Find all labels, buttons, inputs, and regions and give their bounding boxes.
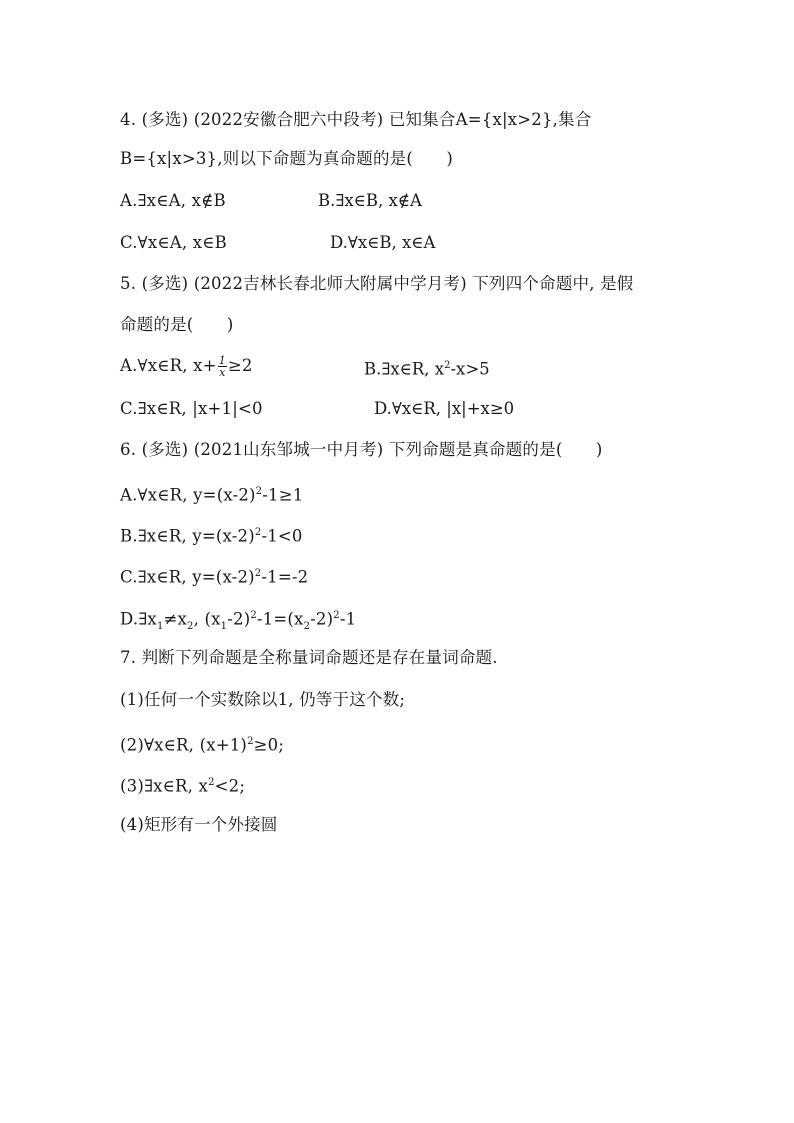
q6-option-d-part: -1	[339, 609, 357, 629]
q6-option-b	[120, 521, 303, 549]
q5-option-a-prefix: A.∀x∈R, x+	[120, 356, 217, 375]
q6-option-a-suffix: -1≥1	[262, 485, 304, 505]
q6-option-d-part: ≠x	[163, 609, 188, 629]
q7-item-2	[120, 730, 284, 758]
q6-option-a-exponent: 2	[255, 486, 263, 497]
q5-option-a	[120, 354, 253, 378]
q7-item-1: (1)任何一个实数除以1, 仍等于这个数;	[120, 690, 406, 709]
q5-option-b	[364, 354, 490, 382]
q7-item-4: (4)矩形有一个外接圆	[120, 815, 278, 834]
q7-stem: 7. 判断下列命题是全称量词命题还是存在量词命题.	[120, 648, 498, 667]
q6-option-b-exponent: 2	[254, 527, 262, 538]
q7-item-2-exponent: 2	[247, 736, 254, 747]
q6-option-d-subscript: 2	[187, 620, 194, 632]
q7-item-3-exponent: 2	[208, 777, 215, 788]
q6-option-d-exponent: 2	[333, 610, 340, 621]
q4-option-a: A.∃x∈A, x∉B	[120, 191, 226, 210]
q7-item-2-prefix: (2)∀x∈R, (x+1)	[120, 735, 248, 755]
q6-option-d-subscript: 2	[303, 620, 311, 632]
q6-option-d-subscript: 1	[220, 620, 228, 632]
q4-option-d: D.∀x∈B, x∈A	[330, 233, 436, 252]
q4-stem-line1: 4. (多选) (2022安徽合肥六中段考) 已知集合A={x|x>2},集合	[120, 110, 592, 129]
q5-option-b-prefix: B.∃x∈R, x	[364, 359, 445, 379]
q6-option-d-part: -2)	[310, 609, 334, 629]
q6-option-b-suffix: -1<0	[261, 526, 303, 546]
fraction-denominator: x	[219, 366, 226, 379]
q5-stem-line1: 5. (多选) (2022吉林长春北师大附属中学月考) 下列四个命题中, 是假	[120, 274, 634, 293]
q6-option-d-exponent: 2	[250, 610, 257, 621]
q5-option-a-fraction	[218, 355, 227, 378]
q5-option-b-suffix: -x>5	[450, 359, 490, 379]
q7-item-2-suffix: ≥0;	[253, 735, 285, 755]
q5-option-b-exponent: 2	[444, 360, 451, 371]
q6-option-c-prefix: C.∃x∈R, y=(x-2)	[120, 567, 255, 587]
q6-option-a-prefix: A.∀x∈R, y=(x-2)	[120, 485, 256, 505]
q6-option-c-exponent: 2	[254, 568, 262, 579]
q4-option-c: C.∀x∈A, x∈B	[120, 233, 228, 252]
q7-item-3-suffix: <2;	[214, 776, 246, 796]
q6-option-b-prefix: B.∃x∈R, y=(x-2)	[120, 526, 255, 546]
q6-option-d-part: , (x	[193, 609, 221, 629]
q6-option-d-part: -1=(x	[256, 609, 304, 629]
q5-option-c: C.∃x∈R, |x+1|<0	[120, 399, 263, 418]
q5-stem-line2: 命题的是( )	[120, 315, 234, 334]
fraction-numerator: 1	[218, 354, 226, 367]
q6-stem: 6. (多选) (2021山东邹城一中月考) 下列命题是真命题的是( )	[120, 440, 603, 459]
q5-option-d: D.∀x∈R, |x|+x≥0	[374, 399, 515, 418]
q6-option-d-part: -2)	[227, 609, 251, 629]
q6-option-d-subscript: 1	[156, 620, 164, 632]
q7-item-3-prefix: (3)∃x∈R, x	[120, 776, 209, 796]
q7-item-3	[120, 771, 245, 799]
q6-option-d-part: D.∃x	[120, 609, 157, 629]
q5-option-a-suffix: ≥2	[227, 356, 253, 375]
q6-option-d	[120, 604, 356, 639]
q6-option-c	[120, 562, 308, 590]
q4-stem-line2: B={x|x>3},则以下命题为真命题的是( )	[120, 149, 454, 168]
q6-option-a	[120, 480, 303, 508]
q6-option-c-suffix: -1=-2	[261, 567, 309, 587]
q4-option-b: B.∃x∈B, x∉A	[318, 191, 422, 210]
